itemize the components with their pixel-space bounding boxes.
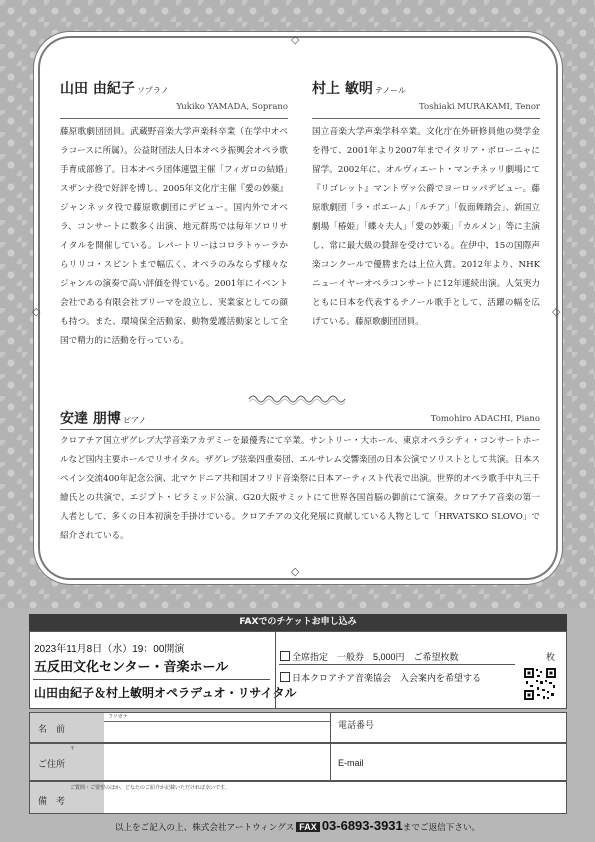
fax-form-header: FAXでのチケットお申し込み	[29, 614, 567, 631]
diamond-ornament-icon: ◇	[291, 565, 300, 578]
pianist-roman-name: Tomohiro ADACHI, Piano	[430, 414, 540, 424]
singer-name: 山田 由紀子 ソプラノ	[60, 81, 169, 97]
event-venue: 五反田文化センター・音楽ホール	[34, 659, 229, 674]
form-footer	[0, 818, 595, 833]
diamond-ornament-icon: ◇	[291, 33, 300, 46]
ticket-checkbox[interactable]	[280, 651, 290, 661]
event-title: 山田由紀子＆村上敏明オペラデュオ・リサイタル	[34, 686, 297, 700]
postal-mark: 〒	[70, 746, 76, 752]
diamond-ornament-icon: ◇	[32, 305, 41, 318]
singer-roman-name: Toshiaki MURAKAMI, Tenor	[418, 102, 540, 112]
membership-checkbox[interactable]	[280, 672, 290, 682]
singer-roman-name: Yukiko YAMADA, Soprano	[176, 102, 288, 112]
divider	[312, 118, 540, 119]
singer-bio: 国立音楽大学声楽学科卒業。文化庁在外研修員他の奨学金を得て、2001年より2007年までイタリア・ボローニャに留学。2002年に、オルヴィエート・マンチネッリ劇場にて『リゴレット』マントヴァ公爵でヨーロッパデビュー。藤原歌劇団「ラ・ボエーム」「ルチア」「仮面舞踏会」、新国立劇場「椿姫」「蝶々夫人」「愛の妙薬」「カルメン」等に主演し、常に最大級の賛辞を受けている。在伊中、15の国際声楽コンクールで優勝または上位入賞。2012年より、NHKニューイヤーオペラコンサートに12年連続出演。人気実力ともに日本を代表するテノール歌手として、活躍の幅を広げている。藤原歌劇団団員。	[312, 127, 540, 327]
ticket-option-label: 全席指定 一般券 5,000円 ご希望枚数	[292, 652, 459, 662]
divider	[330, 743, 331, 781]
footer-text: 以上をご記入の上、株式会社アートウィングス	[114, 822, 295, 832]
membership-option-label: 日本クロアチア音楽協会 入会案内を希望する	[292, 673, 482, 683]
fax-badge: FAX	[296, 822, 320, 832]
wave-ornament-icon	[247, 393, 347, 405]
email-input[interactable]	[400, 744, 566, 780]
remarks-input[interactable]	[104, 791, 566, 813]
divider	[279, 664, 515, 665]
footer-text: までご返信下さい。	[402, 822, 481, 832]
remarks-label: 備 考	[38, 796, 66, 806]
divider	[60, 118, 288, 119]
remarks-hint: ご質問・ご要望のほか、どなたのご紹介か記載いただければ幸いです。	[70, 785, 230, 791]
fax-number: 03-6893-3931	[321, 818, 403, 833]
divider	[330, 712, 331, 743]
event-date: 2023年11月8日（水）19：00開演	[34, 644, 185, 655]
singer-name: 村上 敏明 テノール	[312, 81, 406, 97]
pianist-name: 安達 朋博 ピアノ	[60, 411, 147, 427]
singer-bio: 藤原歌劇団団員。武蔵野音楽大学声楽科卒業（在学中オペラコースに所属）。公益財団法人日本オペラ振興会オペラ歌手育成部修了。日本オペラ団体連盟主催「フィガロの結婚」スザンナ役で好評を博し、2005年文化庁主催『愛の妙薬』ジャンネッタ役で藤原歌劇団にデビュー。国内外でオペラ、コンサートに数多く出演、地元群馬では毎年ソロリサイタルを開催している。レパートリーはコロラトゥーラからリリコ・スピントまで幅広く、オペラのみならず様々なジャンルの演奏で高い評価を得ている。2001年にイベント会社である有限会社プリーマを設立し、実業家としての顔も持つ。また、環境保全活動家、動物愛護活動家として全国で精力的に活動を行っている。	[60, 127, 288, 346]
phone-input[interactable]	[400, 713, 566, 742]
name-label: 名 前	[38, 724, 66, 734]
qr-code-icon	[523, 667, 557, 701]
divider	[60, 429, 540, 430]
divider	[33, 679, 270, 680]
phone-label: 電話番号	[338, 720, 375, 730]
furigana-label: フリガナ	[108, 714, 128, 720]
pianist-bio: クロアチア国立ザグレブ大学音楽アカデミーを最優秀にて卒業。サントリー・大ホール、東京オペラシティ・コンサートホールなど国内主要ホールでリサイタル。ザグレブ弦楽四重奏団、エルサレム交響楽団の日本公演でソリストとして共演。日本スペイン交流400年記念公演、北マケドニア共和国オフリド音楽祭に日本アーティスト代表で出演。世界的オペラ歌手中丸三千繪氏との共演で、エジプト・ピラミッド公演、G20大阪サミットにて世界各国首脳の御前にて演奏。クロアチア音楽の第一人者として、多くの日本初演を手掛けている。クロアチアの文化発展に貢献している人物として「HRVATSKO SLOVO」で紹介されている。	[60, 436, 540, 541]
diamond-ornament-icon: ◇	[552, 305, 561, 318]
divider	[275, 631, 276, 709]
ticket-unit: 枚	[546, 652, 556, 662]
name-input[interactable]	[104, 722, 330, 742]
address-label: ご住所	[38, 759, 66, 769]
address-input[interactable]	[104, 744, 330, 780]
email-label: E-mail	[338, 758, 364, 768]
